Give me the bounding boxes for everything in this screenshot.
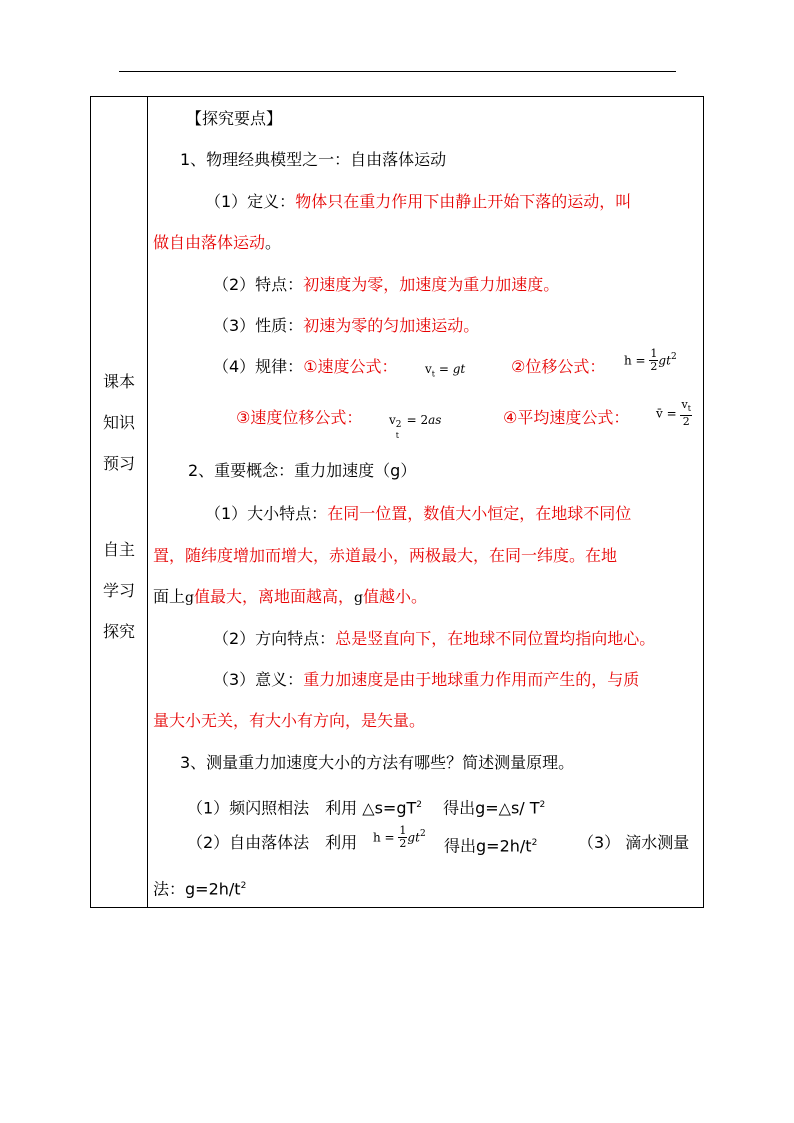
content-table (90, 96, 704, 908)
velocity-formula-label: ①速度公式： (303, 357, 398, 376)
meaning-label: （3）意义： (213, 670, 304, 689)
definition-end: 。 (265, 233, 282, 252)
item2-title: 2、重要概念：重力加速度（g） (188, 461, 417, 480)
definition-label: （1）定义： (205, 192, 296, 211)
size-label: （1）大小特点： (205, 504, 328, 523)
section-heading: 【探究要点】 (186, 109, 283, 128)
velocity-displacement-label: ③速度位移公式： (236, 408, 363, 427)
side-label-tj: 探究 (102, 622, 135, 641)
feature-text: 初速度为零，加速度为重力加速度。 (303, 275, 560, 294)
avg-fraction: $\frac{v_t}{2}$ (681, 398, 691, 429)
definition-text-b: 做自由落体运动 (153, 233, 266, 252)
average-velocity-formula: v̄ = $\frac{v_t}{2}$ (656, 398, 691, 429)
item2-meaning-line2: 量大小无关，有大小有方向，是矢量。 (153, 711, 426, 730)
item1-feature (213, 275, 559, 295)
method2-formula: h = $\frac{1}{2}$ $gt^2$ (373, 824, 426, 850)
law-label: （4）规律： (213, 357, 304, 376)
side-label-kb: 课本 (102, 372, 135, 391)
displacement-formula-label: ②位移公式： (511, 357, 606, 376)
item2-meaning-line1 (213, 670, 639, 690)
direction-text: 总是竖直向下，在地球不同位置均指向地心。 (335, 629, 656, 648)
method2-result: 得出$g=2h/t^2$ (444, 836, 538, 856)
item2-size-line3: 面上g值最大，离地面越高，g值越小。 (153, 587, 427, 606)
method3-start: （3） 滴水测量 (578, 833, 690, 852)
direction-label: （2）方向特点： (213, 629, 336, 648)
item1-definition-line2 (153, 233, 281, 253)
nature-text: 初速为零的匀加速运动。 (303, 316, 480, 335)
item3-method1: （1）频闪照相法 利用 $\triangle s=gT^2$ 得出g=△s/ $T^2$ (187, 798, 546, 818)
side-label-zz: 自主 (102, 540, 135, 559)
side-label-xx: 学习 (102, 581, 135, 600)
side-label-zs: 知识 (102, 413, 135, 432)
item1-definition-line1 (205, 192, 631, 212)
velocity-displacement-formula: v 2 t = 2as (389, 413, 442, 440)
meaning-text-a: 重力加速度是由于地球重力作用而产生的，与质 (303, 670, 640, 689)
item1-law (213, 357, 398, 377)
item2-size-line1 (205, 504, 631, 524)
half-fraction: $\frac{1}{2}$ (650, 347, 658, 373)
velocity-formula: $v_t$ = gt (425, 362, 466, 379)
header-rule (119, 71, 676, 72)
feature-label: （2）特点： (213, 275, 304, 294)
definition-text-a: 物体只在重力作用下由静止开始下落的运动，叫 (295, 192, 632, 211)
side-label-yx: 预习 (102, 454, 135, 473)
nature-label: （3）性质： (213, 316, 304, 335)
displacement-formula: h = $\frac{1}{2}$ $gt^2$ (624, 347, 677, 373)
column-divider (147, 97, 148, 907)
item1-title: 1、物理经典模型之一：自由落体运动 (180, 150, 447, 169)
item2-direction (213, 629, 655, 649)
average-velocity-label: ④平均速度公式： (503, 408, 630, 427)
item3-title: 3、测量重力加速度大小的方法有哪些？简述测量原理。 (180, 753, 575, 772)
item2-size-line2: 置，随纬度增加而增大，赤道最小，两极最大，在同一纬度。在地 (153, 546, 618, 565)
item3-method3: 法：$g=2h/t^2$ (153, 879, 247, 899)
size-text-a: 在同一位置，数值大小恒定，在地球不同位 (327, 504, 632, 523)
item3-method2: （2）自由落体法 利用 (187, 833, 358, 852)
item1-nature (213, 316, 479, 336)
